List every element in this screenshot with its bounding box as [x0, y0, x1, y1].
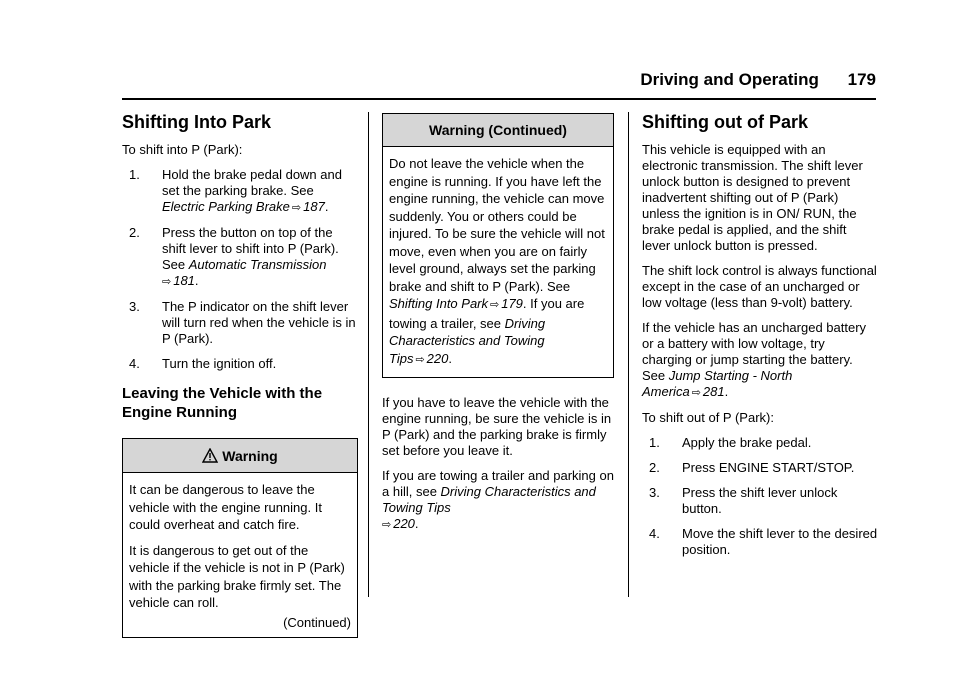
- cross-reference-link[interactable]: Jump Starting - North America: [642, 368, 793, 399]
- steps-list: [642, 435, 878, 558]
- list-item: 4. Move the shift lever to the desired position.: [649, 526, 878, 557]
- column-middle: [382, 113, 614, 542]
- list-item: 2. Press the button on top of the shift lever to shift into P (Park). See Automatic Transmission ⇨ 181.: [129, 225, 339, 288]
- steps-list: [122, 167, 358, 372]
- subheading: Leaving the Vehicle with the Engine Running: [122, 385, 323, 421]
- paragraph: The shift lock control is always functional except in the case of an uncharged or low voltage (less than 9-volt) battery.: [642, 263, 877, 310]
- cross-reference-link[interactable]: Shifting Into Park: [389, 296, 488, 311]
- cross-reference-link[interactable]: Automatic Transmission: [188, 257, 327, 272]
- page-reference-arrow-icon: ⇨: [490, 299, 500, 311]
- section-heading: Shifting out of Park: [642, 112, 808, 132]
- page-reference-arrow-icon: ⇨: [162, 276, 172, 288]
- paragraph: This vehicle is equipped with an electronic transmission. The shift lever unlock button is designed to prevent inadvertent shifting out of P (Park) unless the ignition is in ON/ RUN, the brake pedal is applied, and the shift lever unlock button is pressed.: [642, 142, 863, 253]
- reference-page[interactable]: 181: [173, 273, 195, 288]
- header-rule: [122, 98, 876, 100]
- column-divider: [368, 112, 369, 597]
- cross-reference-link[interactable]: Driving Characteristics and Towing Tips: [382, 484, 596, 515]
- list-item: 4. Turn the ignition off.: [129, 356, 277, 371]
- cross-reference-link[interactable]: Driving Characteristics and Towing Tips: [389, 315, 546, 366]
- column-right: [642, 111, 878, 567]
- warning-box: [122, 438, 358, 638]
- list-item: 3. The P indicator on the shift lever will turn red when the vehicle is in P (Park).: [129, 299, 356, 346]
- section-heading: Shifting Into Park: [122, 112, 272, 132]
- warning-box-continued: [382, 113, 614, 378]
- continued-label: (Continued): [283, 614, 351, 630]
- list-item: 3. Press the shift lever unlock button.: [649, 485, 838, 516]
- page-reference-arrow-icon: ⇨: [291, 202, 302, 214]
- warning-body: Do not leave the vehicle when the engine is running. If you have left the engine running, the vehicle can move suddenly. You or others could be injured. To be sure the vehicle will not move, even when you are on fairly level ground, always set the parking brake and shift to P (Park). See Shifting Into Park ⇨ 179. If you are towing a trailer, see Driving Characteristics and Towing Tips ⇨ 220.: [389, 156, 605, 366]
- reference-page[interactable]: 220: [426, 350, 449, 366]
- section-title: Driving and Operating: [640, 70, 819, 89]
- reference-page[interactable]: 179: [501, 296, 523, 311]
- paragraph: If the vehicle has an uncharged battery or a battery with low voltage, try charging or jump starting the battery. See Jump Starting - North America ⇨ 281.: [642, 320, 867, 399]
- list-item: 2. Press ENGINE START/STOP.: [649, 460, 855, 475]
- paragraph: If you are towing a trailer and parking on a hill, see Driving Characteristics and Towing Tips ⇨ 220.: [382, 468, 614, 531]
- intro-text: To shift into P (Park):: [122, 142, 243, 157]
- page-reference-arrow-icon: ⇨: [691, 387, 701, 399]
- warning-triangle-icon: [202, 448, 218, 463]
- intro-text: To shift out of P (Park):: [642, 410, 774, 425]
- reference-page[interactable]: 281: [702, 384, 725, 399]
- page-number: 179: [847, 70, 876, 89]
- reference-page[interactable]: 220: [393, 516, 415, 531]
- reference-page[interactable]: 187: [303, 199, 325, 214]
- column-divider: [628, 112, 629, 597]
- warning-title: Warning: [222, 448, 278, 464]
- paragraph: If you have to leave the vehicle with the engine running, be sure the vehicle is in P (Park) and the parking brake is firmly set before you leave it.: [382, 395, 612, 458]
- list-item: 1. Apply the brake pedal.: [649, 435, 812, 450]
- warning-body: It can be dangerous to leave the vehicle with the engine running. It could overheat and catch fire. It is dangerous to get out of the vehicle if the vehicle is not in P (Park) with the parking brake firmly set. The vehicle can roll. (Continued): [129, 482, 351, 630]
- list-item: 1. Hold the brake pedal down and set the parking brake. See Electric Parking Brake ⇨ 187.: [129, 167, 342, 214]
- cross-reference-link[interactable]: Electric Parking Brake: [162, 199, 290, 214]
- warning-header: Warning (Continued): [383, 114, 613, 147]
- page-reference-arrow-icon: ⇨: [415, 353, 425, 366]
- column-left: [122, 111, 358, 638]
- page-header: [560, 70, 876, 90]
- page-reference-arrow-icon: ⇨: [382, 519, 392, 531]
- warning-header: [123, 439, 357, 473]
